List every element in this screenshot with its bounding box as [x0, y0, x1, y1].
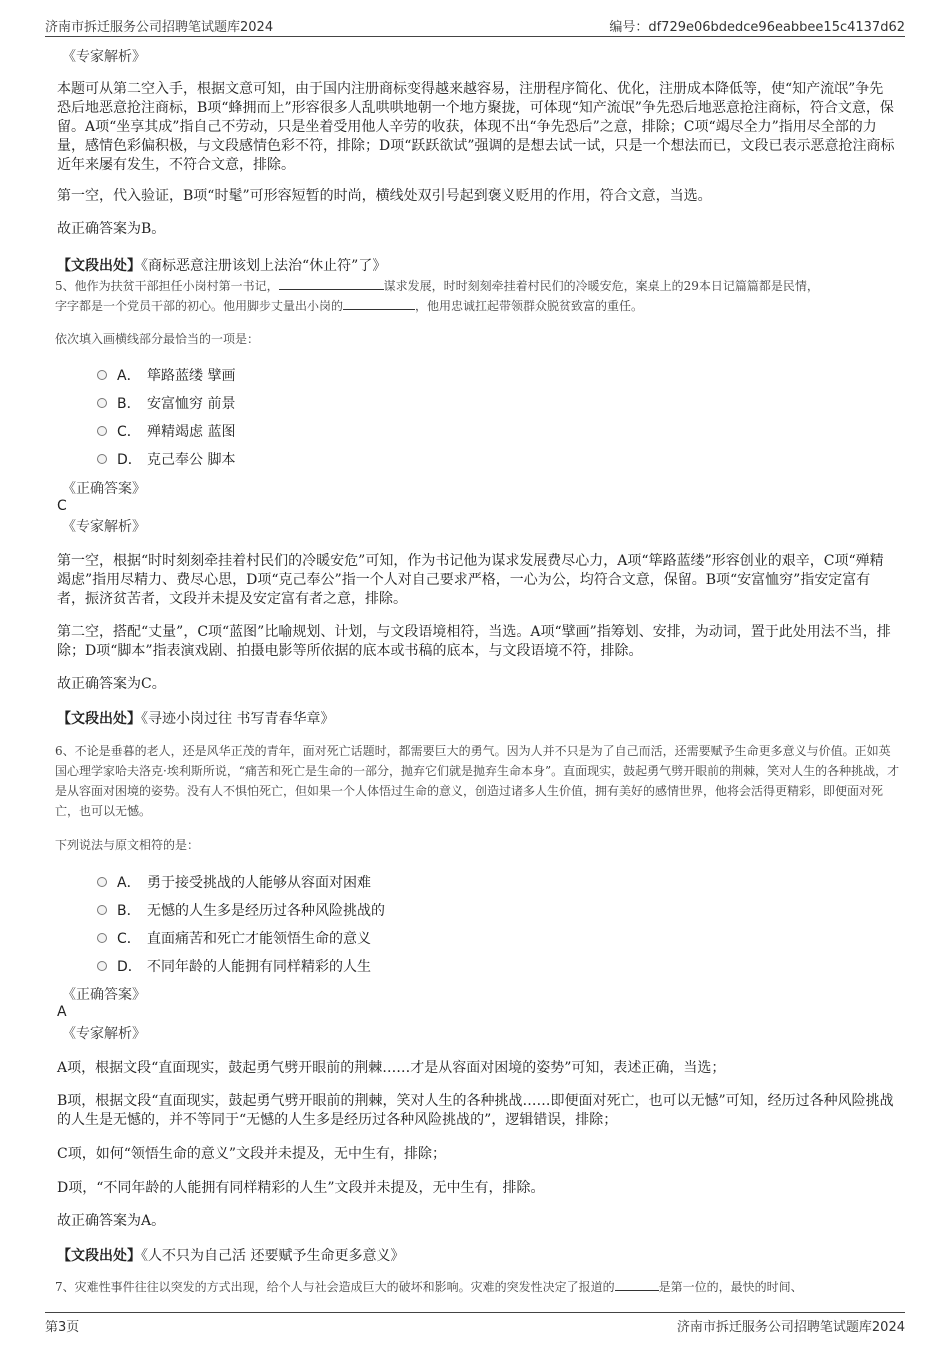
- q6-option-a[interactable]: A． 勇于接受挑战的人能够从容面对困难: [97, 872, 371, 892]
- q5-conclusion: 故正确答案为C。: [57, 676, 166, 692]
- page-footer: [45, 1312, 905, 1335]
- radio-icon[interactable]: [97, 398, 107, 408]
- radio-icon[interactable]: [97, 905, 107, 915]
- source-tag: 【文段出处】: [57, 711, 141, 727]
- expert-analysis-label: 《专家解析》: [62, 1026, 146, 1042]
- q5-stem-part-2: 谋求发展，时时刻刻牵挂着村民们的冷暖安危，案桌上的29本日记篇篇都是民情，: [383, 279, 819, 293]
- expert-analysis-label: 《专家解析》: [62, 519, 146, 535]
- source-title: 《商标恶意注册该划上法治“休止符”了》: [141, 258, 387, 274]
- page-number: 第3页: [45, 1320, 80, 1335]
- radio-icon[interactable]: [97, 454, 107, 464]
- radio-icon[interactable]: [97, 877, 107, 887]
- q5-option-c[interactable]: C． 殚精竭虑 蓝图: [97, 421, 235, 441]
- footer-title: 济南市拆迁服务公司招聘笔试题库2024: [676, 1320, 905, 1335]
- q5-stem-part-3: 字字都是一个党员干部的初心。他用脚步丈量出小岗的: [55, 299, 344, 313]
- q4-analysis-paragraph-1: 本题可从第二空入手，根据文意可知，由于国内注册商标变得越来越容易，注册程序简化、优化，注册成本降低等，使“知产流氓”争先恐后地恶意抢注商标，B项“蜂拥而上”形容很多人乱哄哄地朝一个地方聚拢，可体现“知产流氓”争先恐后地恶意抢注商标，符合文意，保留。A项“坐享其成”指自己不劳动，只是坐着受用他人辛劳的收获，体现不出“争先恐后”之意，排除；C项“竭尽全力”指用尽全部的力量，感情色彩偏积极，与文段感情色彩不符，排除；D项“跃跃欲试”强调的是想去试一试，只是一个想法而已，文段已表示恶意抢注商标近年来屡有发生，不符合文意，排除。: [57, 81, 895, 173]
- q5-stem-part-1: 5、他作为扶贫干部担任小岗村第一书记，: [55, 279, 279, 293]
- q5-answer: C: [57, 498, 67, 514]
- correct-answer-label: 《正确答案》: [62, 987, 146, 1003]
- q6-option-d[interactable]: D． 不同年龄的人能拥有同样精彩的人生: [97, 956, 371, 976]
- q5-analysis-paragraph-1: 第一空，根据“时时刻刻牵挂着村民们的冷暖安危”可知，作为书记他为谋求发展费尽心力，A项“筚路蓝缕”形容创业的艰辛，C项“殚精竭虑”指用尽精力、费尽心思，D项“克己奉公”指一个人对自己要求严格，一心为公，均符合文意，保留。B项“安富恤穷”指安定富有者，振济贫苦者，文段并未提及安定富有者之意，排除。: [57, 553, 884, 607]
- q6-prompt: 下列说法与原文相符的是：: [55, 838, 200, 852]
- q7-blank-1: [615, 1278, 659, 1291]
- q4-analysis-paragraph-2: 第一空，代入验证，B项“时髦”可形容短暂的时尚，横线处双引号起到褒义贬用的作用，符合文意，当选。: [57, 188, 712, 204]
- q6-conclusion: 故正确答案为A。: [57, 1213, 166, 1229]
- q6-analysis-d: D项，“不同年龄的人能拥有同样精彩的人生”文段并未提及，无中生有，排除。: [57, 1180, 545, 1196]
- q6-analysis-c: C项，如何“领悟生命的意义”文段并未提及，无中生有，排除；: [57, 1146, 447, 1162]
- source-title: 《人不只为自己活 还要赋予生命更多意义》: [141, 1248, 405, 1264]
- q5-prompt: 依次填入画横线部分最恰当的一项是：: [55, 332, 260, 346]
- q5-option-b[interactable]: B． 安富恤穷 前景: [97, 393, 235, 413]
- q6-stem: 6、不论是垂暮的老人，还是风华正茂的青年，面对死亡话题时，都需要巨大的勇气。因为人并不只是为了自己而活，还需要赋予生命更多意义与价值。正如英国心理学家哈夫洛克·埃利斯所说，“痛苦和死亡是生命的一部分，抛弃它们就是抛弃生命本身”。直面现实，鼓起勇气劈开眼前的荆棘，笑对人生的各种挑战，才是从容面对困境的姿势。没有人不惧怕死亡，但如果一个人体悟过生命的意义，创造过诸多人生价值，拥有美好的感情世界，他将会活得更精彩，即便面对死亡，也可以无憾。: [55, 744, 900, 818]
- q7-stem-part-2: 是第一位的，最快的时间、: [658, 1280, 803, 1294]
- q5-stem-part-4: ，他用忠诚扛起带领群众脱贫致富的重任。: [415, 299, 644, 313]
- expert-analysis-label: 《专家解析》: [62, 49, 146, 65]
- q6-analysis-a: A项，根据文段“直面现实，鼓起勇气劈开眼前的荆棘……才是从容面对困境的姿势”可知，表述正确，当选；: [57, 1060, 726, 1076]
- q7-stem: [55, 1277, 900, 1297]
- header-title: 济南市拆迁服务公司招聘笔试题库2024: [45, 20, 274, 35]
- correct-answer-label: 《正确答案》: [62, 481, 146, 497]
- q5-analysis-paragraph-2: 第二空，搭配“丈量”，C项“蓝图”比喻规划、计划，与文段语境相符，当选。A项“擘画”指筹划、安排，为动词，置于此处用法不当，排除；D项“脚本”指表演戏剧、拍摄电影等所依据的底本或书稿的底本，与文段语境不符，排除。: [57, 624, 891, 659]
- q5-stem: [55, 276, 900, 316]
- q6-option-b[interactable]: B． 无憾的人生多是经历过各种风险挑战的: [97, 900, 385, 920]
- q4-source: [57, 255, 386, 275]
- q5-option-a[interactable]: A． 筚路蓝缕 擘画: [97, 365, 235, 385]
- radio-icon[interactable]: [97, 933, 107, 943]
- q5-blank-2: [343, 297, 415, 310]
- q6-answer: A: [57, 1004, 67, 1020]
- q6-analysis-b: B项，根据文段“直面现实，鼓起勇气劈开眼前的荆棘，笑对人生的各种挑战……即便面对死亡，也可以无憾”可知，经历过各种风险挑战的人生是无憾的，并不等同于“无憾的人生多是经历过各种风险挑战的”，逻辑错误，排除；: [57, 1093, 894, 1128]
- q6-source: [57, 1245, 404, 1265]
- q5-blank-1: [279, 277, 384, 290]
- source-tag: 【文段出处】: [57, 258, 141, 274]
- page-header: [45, 14, 905, 37]
- q6-option-c[interactable]: C． 直面痛苦和死亡才能领悟生命的意义: [97, 928, 371, 948]
- q5-option-d[interactable]: D． 克己奉公 脚本: [97, 449, 235, 469]
- radio-icon[interactable]: [97, 426, 107, 436]
- radio-icon[interactable]: [97, 961, 107, 971]
- radio-icon[interactable]: [97, 370, 107, 380]
- source-tag: 【文段出处】: [57, 1248, 141, 1264]
- q5-source: [57, 708, 334, 728]
- document-id: 编号：df729e06bdedce96eabbee15c4137d62: [609, 20, 905, 35]
- source-title: 《寻迹小岗过往 书写青春华章》: [141, 711, 335, 727]
- q4-conclusion: 故正确答案为B。: [57, 221, 166, 237]
- q7-stem-part-1: 7、灾难性事件往往以突发的方式出现，给个人与社会造成巨大的破坏和影响。灾难的突发性决定了报道的: [55, 1280, 615, 1294]
